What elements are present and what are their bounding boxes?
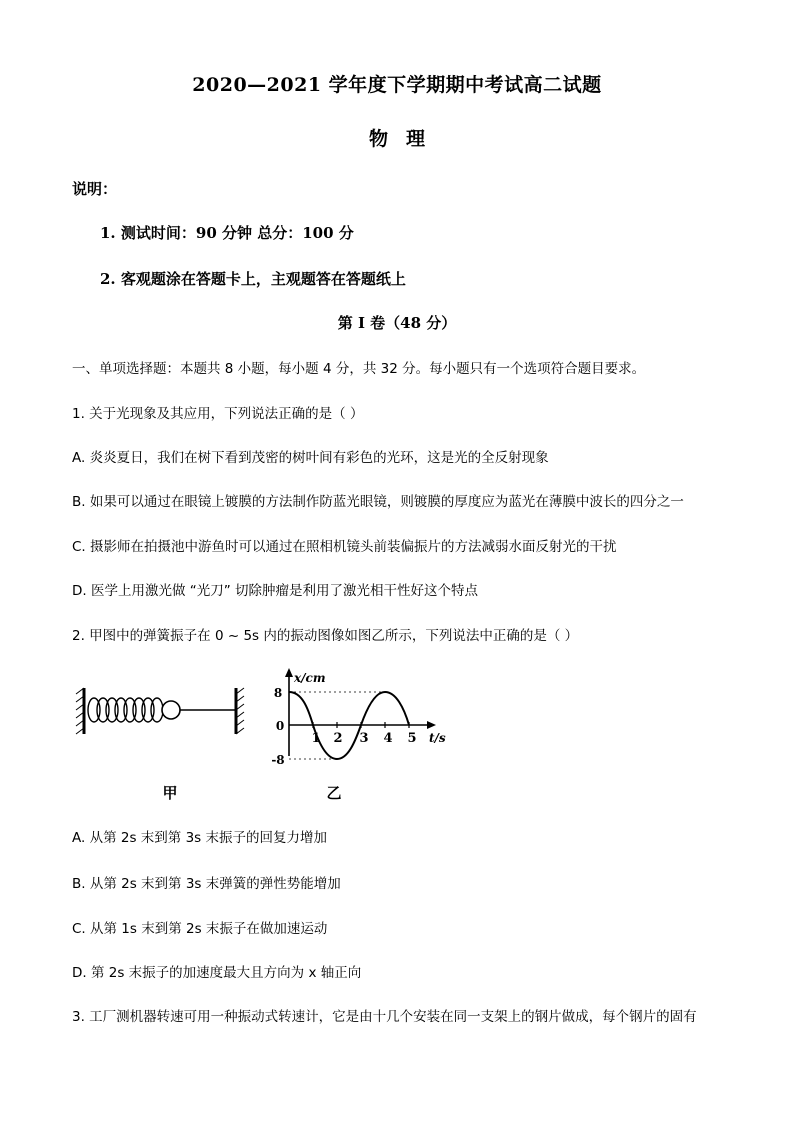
question-2-option-b: B. 从第 2s 末到第 3s 末弹簧的弹性势能增加 — [72, 876, 341, 892]
question-2-option-d: D. 第 2s 末振子的加速度最大且方向为 x 轴正向 — [72, 965, 362, 981]
question-2-stem: 2. 甲图中的弹簧振子在 0 ~ 5s 内的振动图像如图乙所示，下列说法中正确的是（ ） — [72, 628, 579, 644]
section-title: 第 I 卷（48 分） — [337, 314, 457, 332]
spring-coils — [88, 698, 163, 722]
instructions-label: 说明： — [72, 180, 118, 198]
y-tick-0: 0 — [275, 719, 285, 733]
x-tick-4: 4 — [383, 731, 393, 746]
y-axis-label: x/cm — [294, 671, 326, 685]
spring-oscillator-diagram — [76, 688, 244, 802]
question-2-option-c: C. 从第 1s 末到第 2s 末振子在做加速运动 — [72, 921, 328, 937]
y-tick-8: 8 — [273, 686, 283, 700]
y-axis-arrow — [285, 668, 293, 677]
question-1-option-a: A. 炎炎夏日，我们在树下看到茂密的树叶间有彩色的光环，这是光的全反射现象 — [72, 450, 549, 466]
part-heading: 一、单项选择题：本题共 8 小题，每小题 4 分，共 32 分。每小题只有一个选项符合题目要求。 — [72, 361, 646, 377]
x-tick-3: 3 — [359, 731, 369, 746]
question-3-stem: 3. 工厂测机器转速可用一种振动式转速计，它是由十几个安装在同一支架上的钢片做成，每个钢片的固有 — [72, 1009, 697, 1025]
label-jia: 甲 — [162, 784, 178, 802]
question-1-option-d: D. 医学上用激光做 “光刀” 切除肿瘤是利用了激光相干性好这个特点 — [72, 583, 479, 599]
exam-title: 2020—2021 学年度下学期期中考试高二试题 — [192, 74, 602, 96]
question-2-figure — [72, 662, 452, 810]
x-tick-2: 2 — [333, 731, 343, 746]
question-2-option-a: A. 从第 2s 末到第 3s 末振子的回复力增加 — [72, 830, 327, 846]
x-tick-1: 1 — [311, 731, 321, 746]
y-tick-neg8: -8 — [271, 753, 285, 767]
x-axis-arrow — [427, 721, 436, 729]
vibration-graph — [271, 668, 446, 802]
ball — [162, 701, 180, 719]
subject-title: 物理 — [368, 128, 443, 150]
instruction-item-2: 2. 客观题涂在答题卡上，主观题答在答题纸上 — [100, 270, 406, 288]
instruction-item-1: 1. 测试时间：90 分钟 总分：100 分 — [100, 224, 354, 242]
label-yi: 乙 — [326, 784, 342, 802]
question-1-stem: 1. 关于光现象及其应用，下列说法正确的是（ ） — [72, 406, 364, 422]
x-tick-5: 5 — [407, 731, 417, 746]
question-1-option-c: C. 摄影师在拍摄池中游鱼时可以通过在照相机镜头前装偏振片的方法减弱水面反射光的干扰 — [72, 539, 617, 555]
x-axis-label: t/s — [429, 731, 446, 745]
question-1-option-b: B. 如果可以通过在眼镜上镀膜的方法制作防蓝光眼镜，则镀膜的厚度应为蓝光在薄膜中波长的四分之一 — [72, 494, 684, 510]
